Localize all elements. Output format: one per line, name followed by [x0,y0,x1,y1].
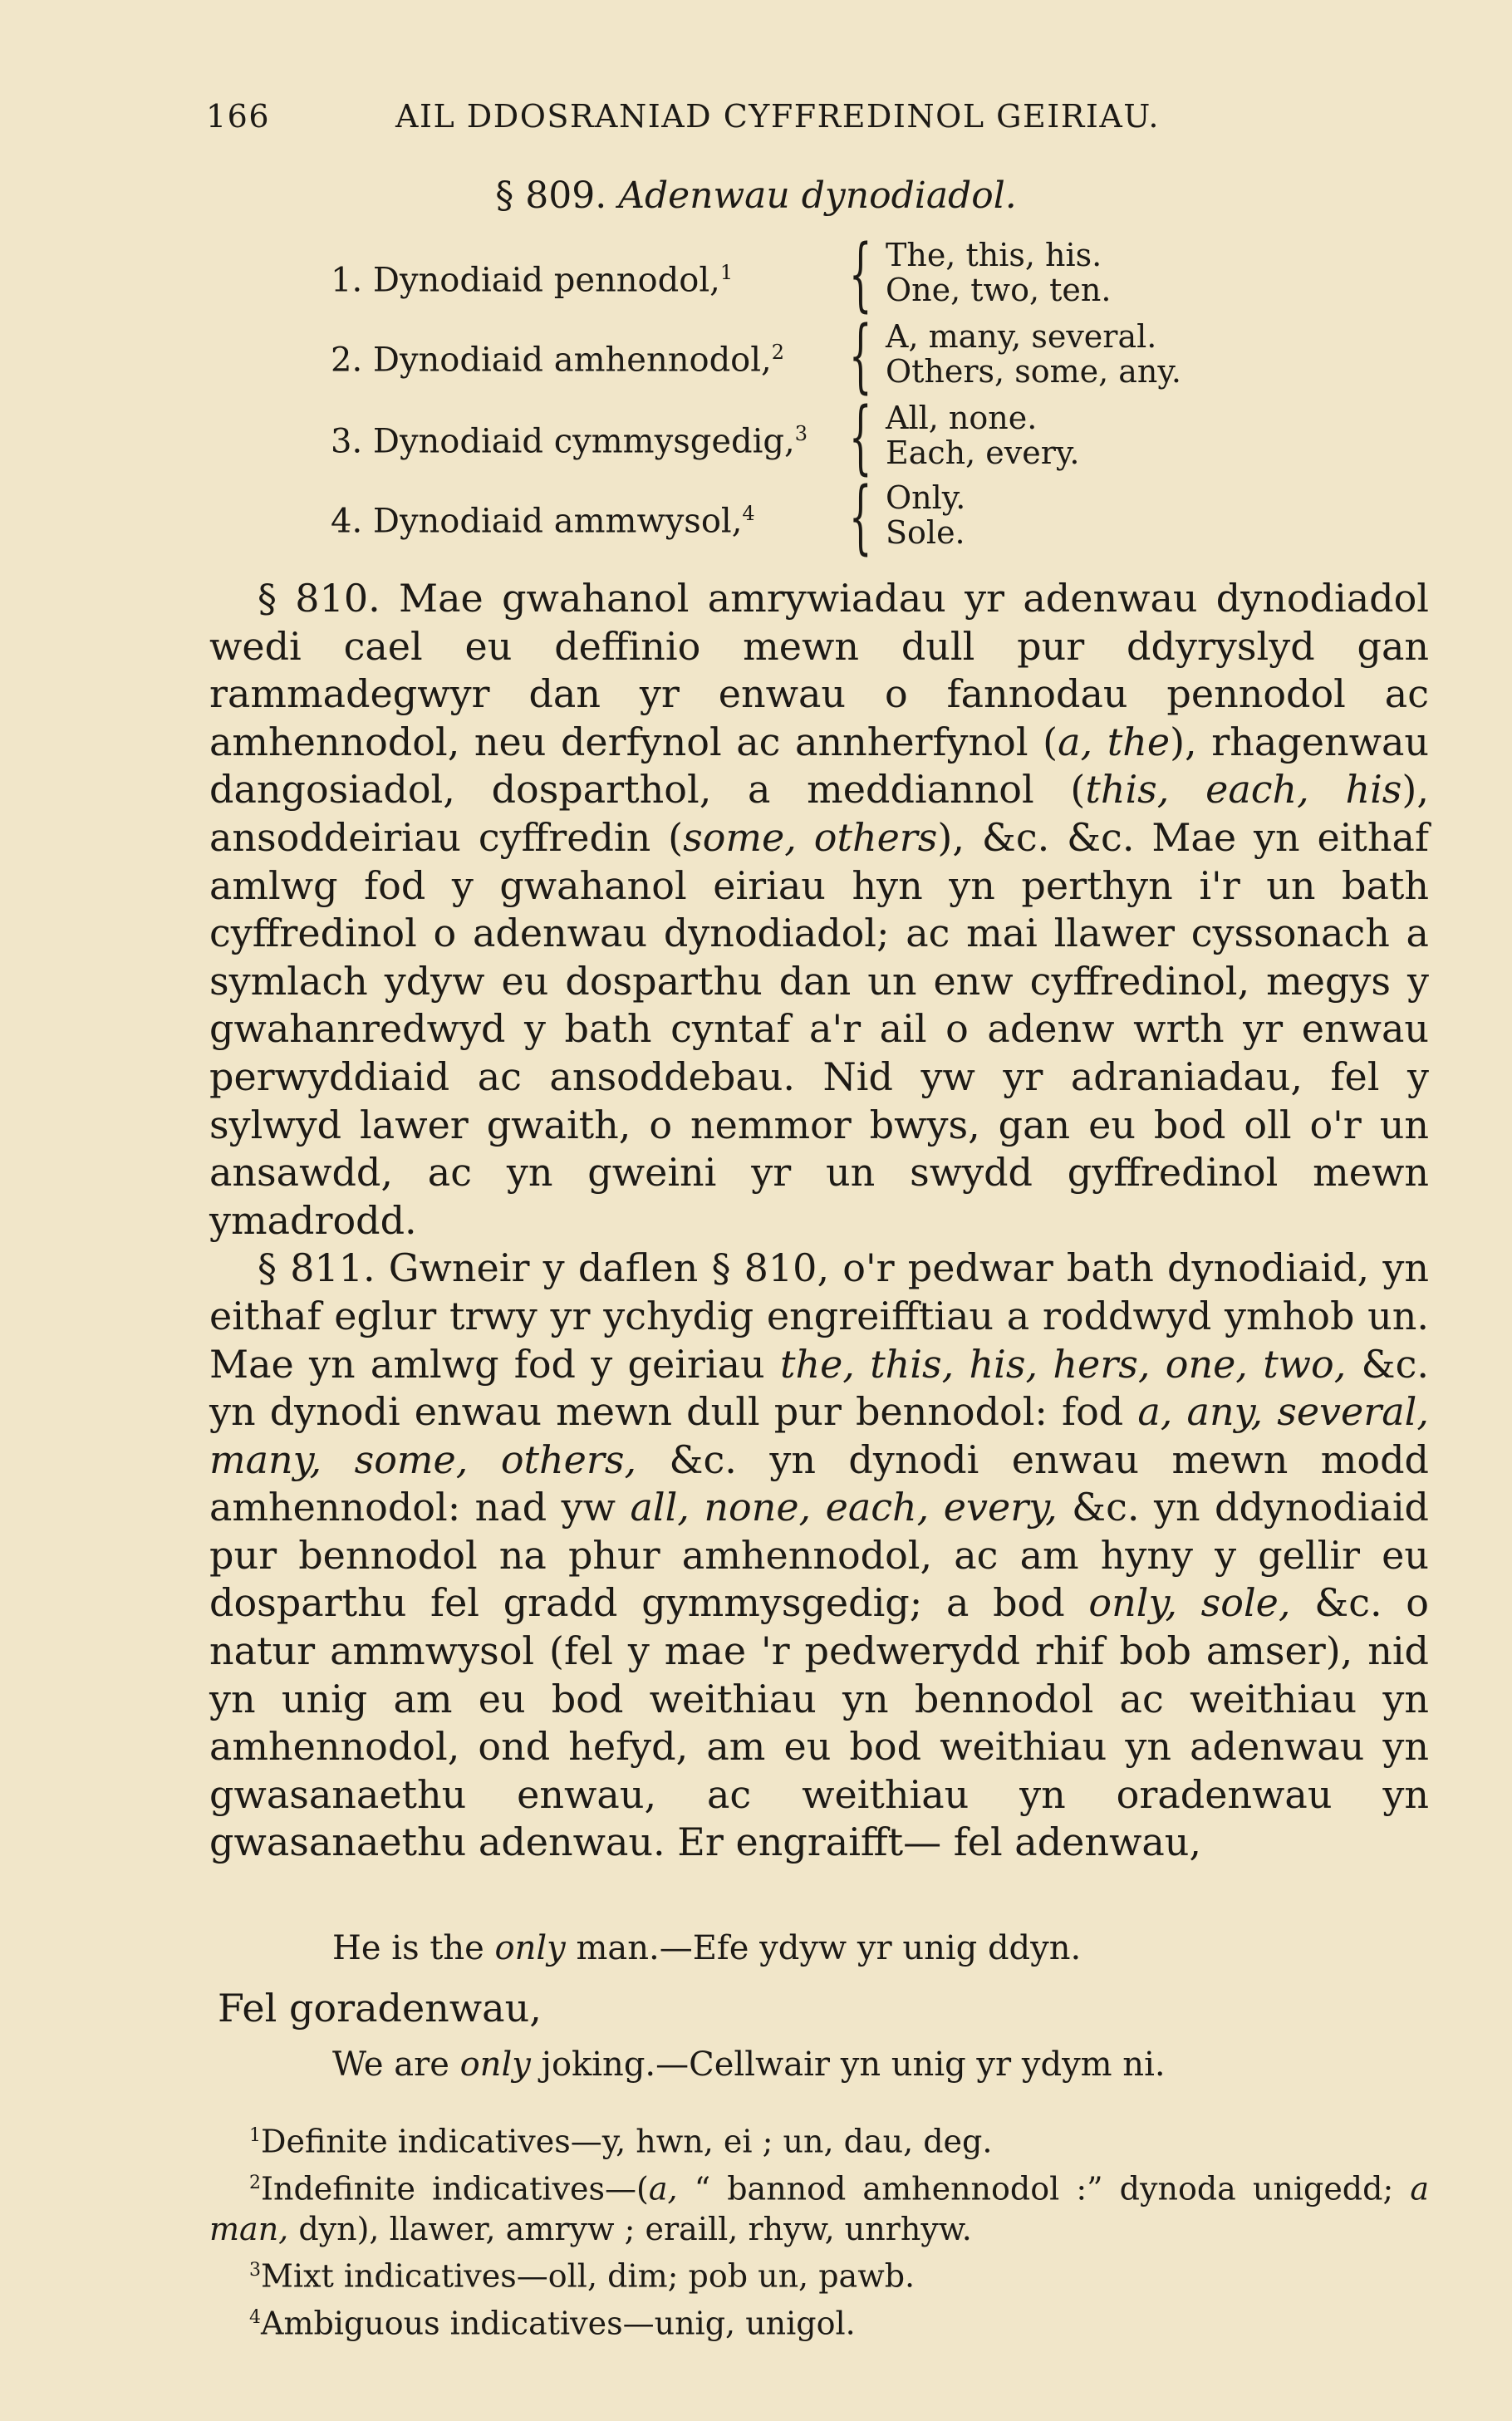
footnote: $^1$Definite indicatives—y, hwn, ei ; un, dau, deg. [249,2123,993,2160]
row-label: 2. Dynodiaid amhennodol,$^2$ [331,341,785,380]
row-label: 3. Dynodiaid cymmysgedig,$^3$ [331,422,808,461]
row-label: 4. Dynodiaid ammwysol,$^4$ [331,502,755,541]
example-sentence: He is the only man.—Efe ydyw yr unig ddyn. [332,1929,1082,1967]
running-title: AIL DDOSRANIAD CYFFREDINOL GEIRIAU. [395,98,1160,135]
brace-icon: { [849,390,872,484]
page-number: 166 [206,98,271,135]
lead-line: Fel goradenwau, [218,1986,542,2031]
footnotes [209,2115,1429,2345]
brace-icon: { [849,470,872,563]
paragraph-811: § 811. Gwneir y daflen § 810, o'r pedwar bath dynodiaid, yn eithaf eglur trwy yr ychydig engreifftiau a roddwyd ymhob un. Mae yn amlwg fod y geiriau the, this, his, hers, one, two, &c. yn dynodi enwau mewn dull pur bennodol: fod a, any, several, many, some, others, &c. yn dynodi enwau mewn modd amhennodol: nad yw all, none, each, every, &c. yn ddynodiaid pur bennodol na phur amhennodol, ac am hyny y gellir eu dosparthu fel gradd gymmysgedig; a bod only, sole, &c. o natur ammwysol (fel y mae 'r pedwerydd rhif bob amser), nid yn unig am eu bod weithiau yn bennodol ac weithiau yn amhennodol, ond hefyd, am eu bod weithiau yn adenwau yn gwasanaethu enwau, ac weithiau yn oradenwau yn gwasanaethu adenwau. Er engraifft— fel adenwau, [209,1245,1429,1865]
section-title: Adenwau dynodiadol. [618,174,1017,217]
row-examples: All, none. Each, every. [886,400,1080,471]
section-809-heading [0,174,1512,217]
footnote: $^2$Indefinite indicatives—(a, “ bannod amhennodol :” dynoda unigedd; a man, dyn), llawer, amryw ; eraill, rhyw, unrhyw. [209,2170,1429,2248]
row-examples: The, this, his. One, two, ten. [886,237,1112,308]
body-text [209,575,1429,1867]
row-examples: A, many, several. Others, some, any. [886,318,1181,390]
brace-icon: { [849,228,872,321]
row-label: 1. Dynodiaid pennodol,$^1$ [331,261,734,300]
paragraph-810: § 810. Mae gwahanol amrywiadau yr adenwau dynodiadol wedi cael eu deffinio mewn dull pur ddyryslyd gan rammadegwyr dan yr enwau o fannodau pennodol ac amhennodol, neu derfynol ac annherfynol (a, the), rhagenwau dangosiadol, dosparthol, a meddiannol (this, each, his), ansoddeiriau cyffredin (some, others), &c. &c. Mae yn eithaf amlwg fod y gwahanol eiriau hyn yn perthyn i'r un bath cyffredinol o adenwau dynodiadol; ac mai llawer cyssonach a symlach ydyw eu dosparthu dan un enw cyffredinol, megys y gwahanredwyd y bath cyntaf a'r ail o adenw wrth yr enwau perwyddiaid ac ansoddebau. Nid yw yr adraniadau, fel y sylwyd lawer gwaith, o nemmor bwys, gan eu bod oll o'r un ansawdd, ac yn gweini yr un swydd gyffredinol mewn ymadrodd. [209,576,1429,1243]
section-number: § 809. [495,174,607,217]
brace-icon: { [849,309,872,402]
footnote: $^3$Mixt indicatives—oll, dim; pob un, pawb. [249,2257,916,2295]
footnote: $^4$Ambiguous indicatives—unig, unigol. [249,2305,856,2342]
example-sentence: We are only joking.—Cellwair yn unig yr ydym ni. [332,2045,1166,2084]
row-examples: Only. Sole. [886,479,966,551]
